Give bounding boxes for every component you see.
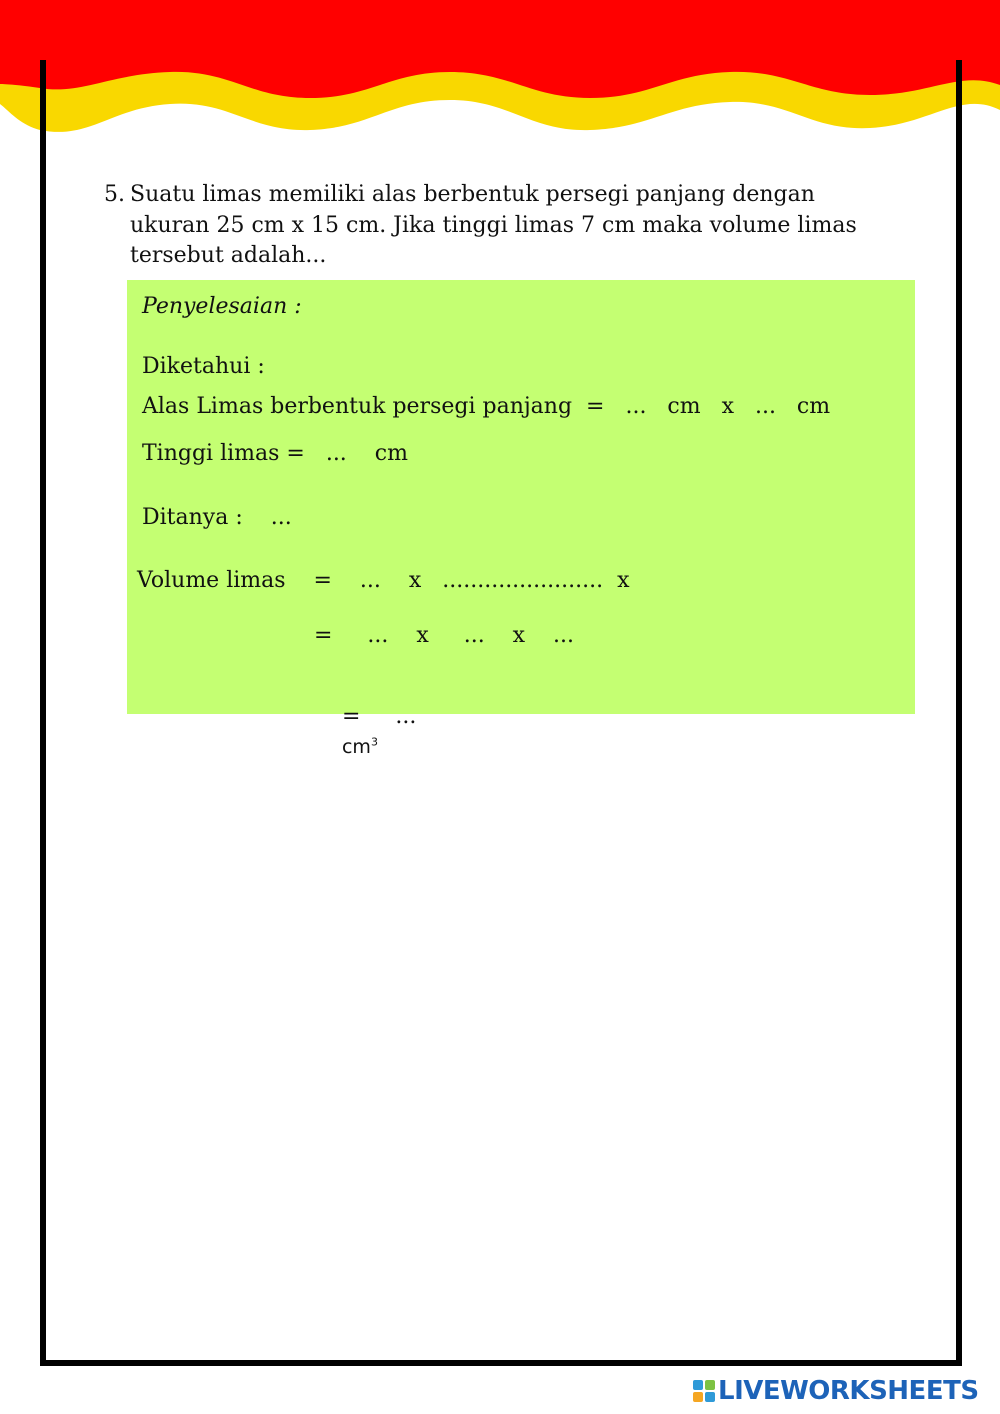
question-5 — [104, 180, 874, 272]
unit-exponent: 3 — [370, 736, 378, 749]
question-text: Suatu limas memiliki alas berbentuk persegi panjang dengan ukuran 25 cm x 15 cm. Jika tinggi limas 7 cm maka volume limas tersebut adalah... — [130, 182, 857, 268]
solution-heading: Penyelesaian : — [142, 294, 302, 319]
volume-result-prefix: = ... — [341, 704, 417, 729]
asked-line: Ditanya : ... — [142, 505, 292, 530]
question-number: 5. — [104, 182, 125, 207]
volume-result-line — [314, 678, 416, 786]
unit-text: cm — [341, 736, 371, 759]
liveworksheets-logo — [693, 1376, 979, 1406]
volume-formula-line: Volume limas = ... x ....................... x — [137, 568, 630, 593]
known-label: Diketahui : — [142, 354, 265, 379]
answer-box — [127, 280, 915, 759]
base-dimension-line: Alas Limas berbentuk persegi panjang = ... cm x ... cm — [142, 394, 831, 419]
height-line: Tinggi limas = ... cm — [142, 441, 408, 466]
brand-text: LIVEWORKSHEETS — [718, 1376, 979, 1406]
volume-unit — [342, 736, 378, 758]
logo-icon — [693, 1380, 715, 1402]
volume-substitution-line: = ... x ... x ... — [314, 623, 575, 648]
